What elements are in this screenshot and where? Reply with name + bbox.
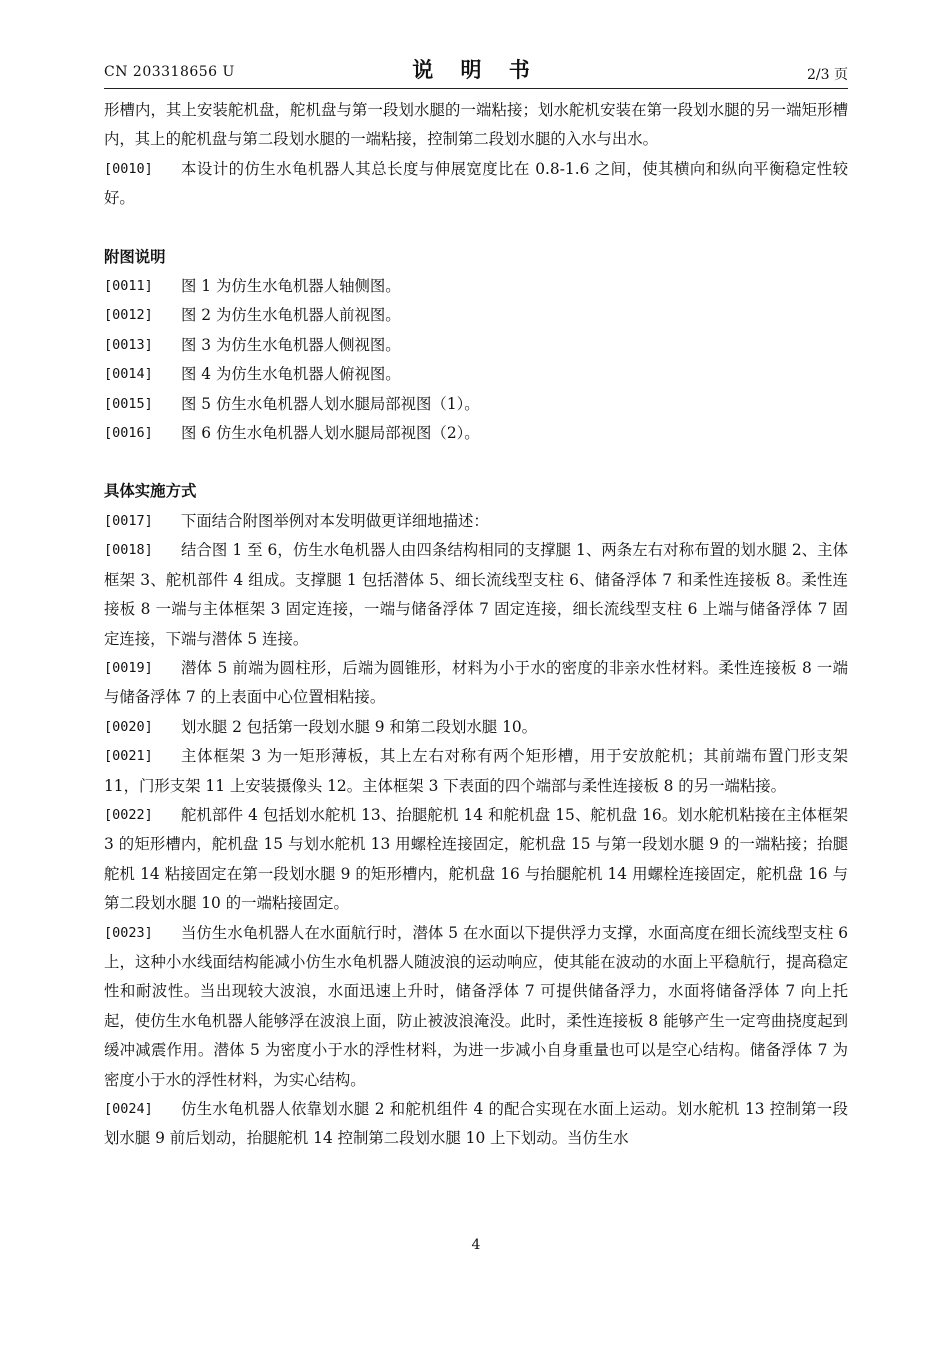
figure-item-0012 [104, 301, 848, 330]
page-number: 4 [471, 1237, 481, 1253]
patent-number: CN 203318656 U [104, 64, 235, 80]
figure-item-0016 [104, 419, 848, 448]
continuation-text: 形槽内，其上安装舵机盘，舵机盘与第一段划水腿的一端粘接；划水舵机安装在第一段划水腿的另一端矩形槽内，其上的舵机盘与第二段划水腿的一端粘接，控制第二段划水腿的入水与出水。 [104, 101, 848, 149]
paragraph-0024 [104, 1095, 848, 1154]
paragraph-0022 [104, 801, 848, 919]
paragraph-number: [0014] [104, 366, 153, 383]
figure-caption: 图 3 为仿生水龟机器人侧视图。 [181, 335, 401, 354]
figure-caption: 图 6 仿生水龟机器人划水腿局部视图（2）。 [181, 424, 480, 443]
paragraph-number: [0016] [104, 425, 153, 442]
page-header [104, 56, 848, 86]
paragraph-number: [0012] [104, 307, 153, 324]
paragraph-0017 [104, 507, 848, 536]
figure-caption: 图 2 为仿生水龟机器人前视图。 [181, 306, 401, 325]
section-heading-figures: 附图说明 [104, 247, 166, 266]
paragraph-text: 下面结合附图举例对本发明做更详细地描述： [181, 511, 489, 530]
paragraph-number: [0024] [104, 1101, 153, 1117]
paragraph-text: 舵机部件 4 包括划水舵机 13、抬腿舵机 14 和舵机盘 15、舵机盘 16。划水舵机粘接在主体框架 3 的矩形槽内，舵机盘 15 与划水舵机 13 用螺栓连接固定，舵机盘 15 与第一段划水腿 9 的一端粘接；抬腿舵机 14 粘接固定在第一段划水腿 9 的矩形槽内，舵机盘 16 与抬腿舵机 14 用螺栓连接固定，舵机盘 16 与第二段划水腿 10 的一端粘接固定。 [104, 805, 848, 913]
page-indicator: 2/3 页 [807, 67, 848, 83]
paragraph-number: [0010] [104, 160, 153, 177]
figure-caption: 图 4 为仿生水龟机器人俯视图。 [181, 365, 401, 384]
paragraph-number: [0018] [104, 542, 153, 559]
paragraph-text: 本设计的仿生水龟机器人其总长度与伸展宽度比在 0.8-1.6 之间，使其横向和纵向平衡稳定性较好。 [104, 159, 848, 208]
paragraph-text: 结合图 1 至 6，仿生水龟机器人由四条结构相同的支撑腿 1、两条左右对称布置的划水腿 2、主体框架 3、舵机部件 4 组成。支撑腿 1 包括潜体 5、细长流线型支柱 6、储备浮体 7 和柔性连接板 8。柔性连接板 8 一端与主体框架 3 固定连接，一端与储备浮体 7 固定连接，细长流线型支柱 6 上端与储备浮体 7 固定连接，下端与潜体 5 连接。 [104, 541, 848, 648]
document-title: 说 明 书 [412, 58, 540, 82]
figure-caption: 图 5 仿生水龟机器人划水腿局部视图（1）。 [181, 394, 480, 413]
paragraph-text: 当仿生水龟机器人在水面航行时，潜体 5 在水面以下提供浮力支撑，水面高度在细长流线型支柱 6 上，这种小水线面结构能减小仿生水龟机器人随波浪的运动响应，使其能在波动的水面上平稳航行，提高稳定性和耐波性。当出现较大波浪，水面迅速上升时，储备浮体 7 可提供储备浮力，水面将储备浮体 7 向上托起，使仿生水龟机器人能够浮在波浪上面，防止被波浪淹没。此时，柔性连接板 8 能够产生一定弯曲挠度起到缓冲减震作用。潜体 5 为密度小于水的浮性材料，为进一步减小自身重量也可以是空心结构。储备浮体 7 为密度小于水的浮性材料，为实心结构。 [104, 923, 848, 1089]
header-rule [104, 88, 848, 89]
figure-caption: 图 1 为仿生水龟机器人轴侧图。 [181, 277, 401, 296]
section-heading-embodiment: 具体实施方式 [104, 482, 197, 501]
paragraph-0010 [104, 155, 848, 214]
paragraph-number: [0022] [104, 806, 153, 823]
paragraph-0018 [104, 536, 848, 654]
paragraph-0020 [104, 713, 848, 742]
paragraph-number: [0023] [104, 924, 153, 941]
paragraph-0021 [104, 742, 848, 801]
paragraph-number: [0011] [104, 278, 153, 295]
paragraph-text: 主体框架 3 为一矩形薄板，其上左右对称有两个矩形槽，用于安放舵机；其前端布置门形支架 11，门形支架 11 上安装摄像头 12。主体框架 3 下表面的四个端部与柔性连接板 8 的另一端粘接。 [104, 747, 848, 795]
figure-item-0011 [104, 272, 848, 301]
paragraph-number: [0019] [104, 659, 153, 676]
paragraph-number: [0020] [104, 718, 153, 735]
document-body [104, 96, 848, 1154]
paragraph-number: [0021] [104, 748, 153, 765]
paragraph-0019 [104, 654, 848, 713]
paragraph-number: [0015] [104, 395, 153, 412]
paragraph-0023 [104, 919, 848, 1095]
paragraph-text: 潜体 5 前端为圆柱形，后端为圆锥形，材料为小于水的密度的非亲水性材料。柔性连接板 8 一端与储备浮体 7 的上表面中心位置相粘接。 [104, 658, 848, 707]
paragraph-number: [0013] [104, 336, 153, 353]
figure-item-0013 [104, 331, 848, 360]
paragraph-text: 仿生水龟机器人依靠划水腿 2 和舵机组件 4 的配合实现在水面上运动。划水舵机 13 控制第一段划水腿 9 前后划动，抬腿舵机 14 控制第二段划水腿 10 上下划动。当仿生水 [104, 1100, 848, 1148]
figure-item-0014 [104, 360, 848, 389]
figure-item-0015 [104, 390, 848, 419]
paragraph-number: [0017] [104, 512, 153, 529]
paragraph-text: 划水腿 2 包括第一段划水腿 9 和第二段划水腿 10。 [181, 717, 538, 736]
